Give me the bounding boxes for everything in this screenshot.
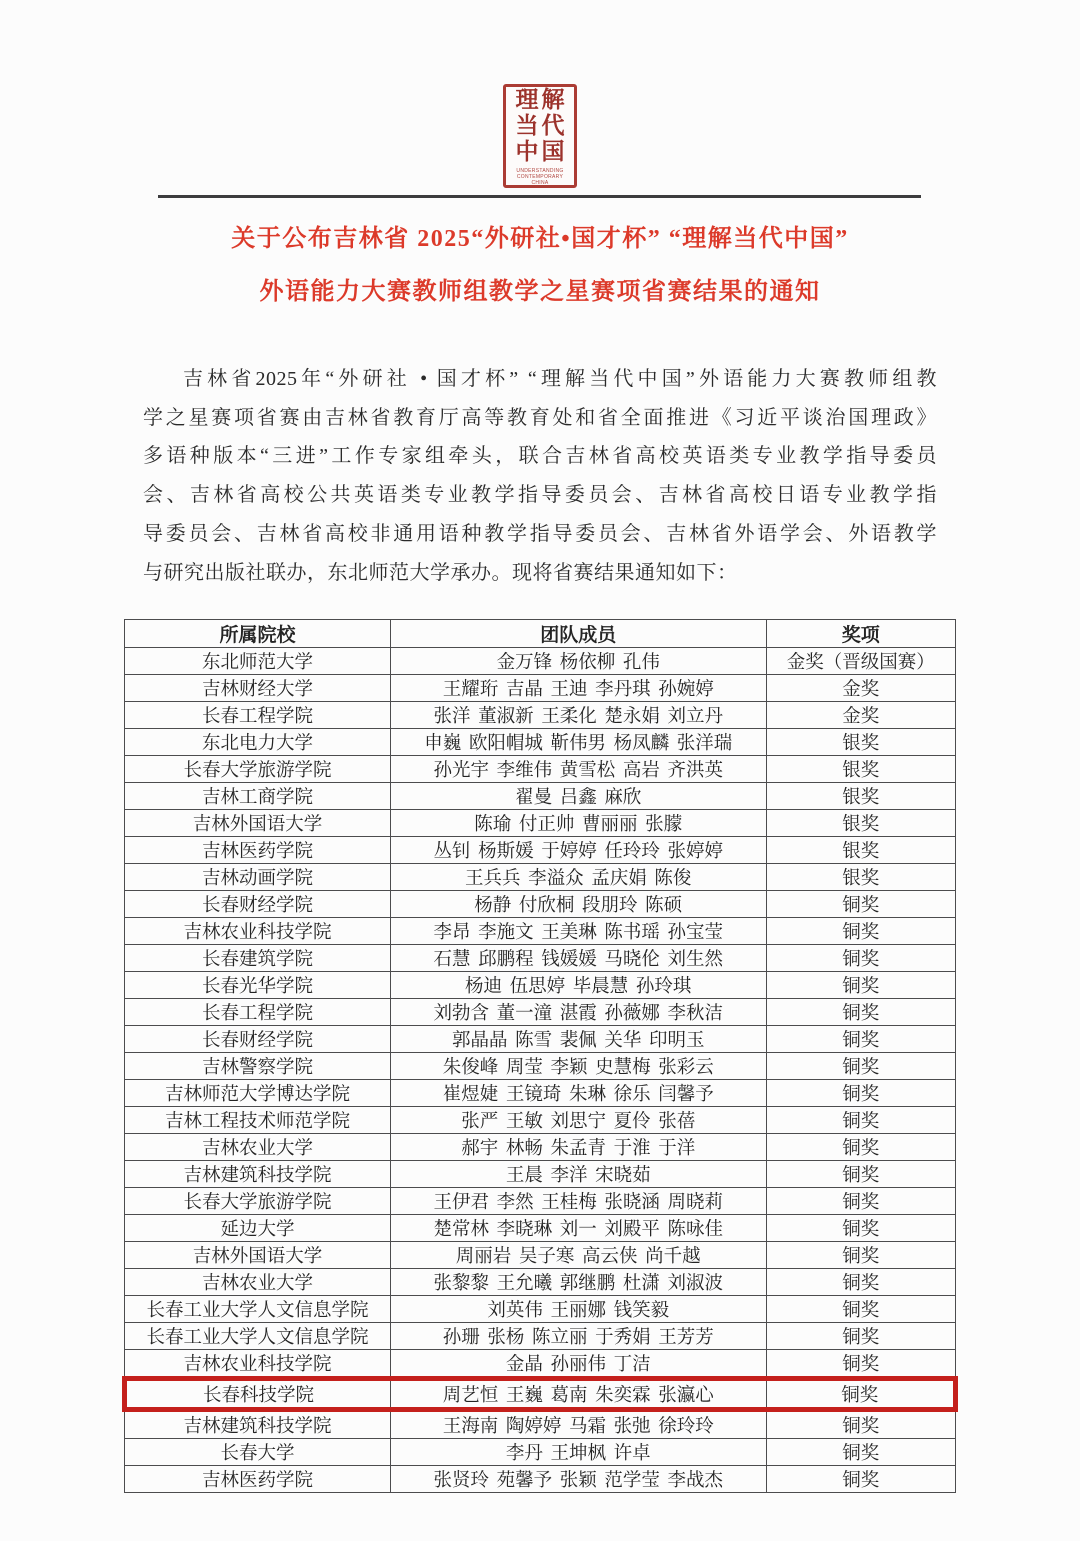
school-cell: 吉林外国语大学 (125, 1242, 391, 1269)
table-row (125, 1350, 956, 1379)
table-header-row (125, 620, 956, 648)
award-cell: 金奖 (766, 675, 955, 702)
table-row (125, 1107, 956, 1134)
table-row (125, 1161, 956, 1188)
award-cell: 金奖（晋级国赛） (766, 648, 955, 675)
school-cell: 长春工业大学人文信息学院 (125, 1323, 391, 1350)
school-cell: 长春大学旅游学院 (125, 1188, 391, 1215)
members-cell: 张黎黎 王允曦 郭继鹏 杜潇 刘淑波 (390, 1269, 766, 1296)
body-line: 学之星赛项省赛由吉林省教育厅高等教育处和省全面推进《习近平谈治国理政》 (143, 406, 937, 429)
school-cell: 长春工程学院 (125, 999, 391, 1026)
members-cell: 崔煜婕 王镜琦 朱琳 徐乐 闫馨予 (390, 1080, 766, 1107)
table-row (125, 1080, 956, 1107)
members-cell: 刘勃含 董一潼 湛霞 孙薇娜 李秋洁 (390, 999, 766, 1026)
table-row (125, 648, 956, 675)
members-cell: 郭晶晶 陈雪 裴佩 关华 印明玉 (390, 1026, 766, 1053)
award-cell: 铜奖 (766, 1107, 955, 1134)
seal-text-row: 当代 (515, 113, 568, 138)
members-cell: 楚常林 李晓琳 刘一 刘殿平 陈咏佳 (390, 1215, 766, 1242)
school-cell: 吉林动画学院 (125, 864, 391, 891)
understanding-contemporary-china-seal-logo (503, 84, 577, 188)
table-row (125, 1466, 956, 1493)
school-cell: 长春大学 (125, 1439, 391, 1466)
table-row (125, 1026, 956, 1053)
members-cell: 王晨 李洋 宋晓茹 (390, 1161, 766, 1188)
award-cell: 银奖 (766, 729, 955, 756)
members-cell: 孙珊 张杨 陈立丽 于秀娟 王芳芳 (390, 1323, 766, 1350)
table-row (125, 1269, 956, 1296)
award-cell: 银奖 (766, 783, 955, 810)
award-cell: 铜奖 (766, 1188, 955, 1215)
award-cell: 铜奖 (766, 1439, 955, 1466)
school-cell: 长春财经学院 (125, 891, 391, 918)
award-cell: 铜奖 (766, 1269, 955, 1296)
document-title-line2: 外语能力大赛教师组教学之星赛项省赛结果的通知 (259, 279, 821, 305)
members-cell: 王伊君 李然 王桂梅 张晓涵 周晓莉 (390, 1188, 766, 1215)
award-cell: 铜奖 (766, 945, 955, 972)
seal-caption: UNDERSTANDING CONTEMPORARY CHINA (516, 168, 564, 186)
header-divider-line (158, 195, 921, 198)
table-row (125, 1053, 956, 1080)
award-cell: 金奖 (766, 702, 955, 729)
table-row (125, 675, 956, 702)
table-row (125, 891, 956, 918)
award-cell: 铜奖 (766, 1410, 955, 1439)
award-cell: 铜奖 (766, 1242, 955, 1269)
body-line: 与研究出版社联办，东北师范大学承办。现将省赛结果通知如下： (143, 561, 738, 584)
members-cell: 周艺恒 王巍 葛南 朱奕霖 张瀛心 (390, 1379, 766, 1410)
school-cell: 长春建筑学院 (125, 945, 391, 972)
award-cell: 铜奖 (766, 1350, 955, 1379)
award-cell: 铜奖 (766, 1080, 955, 1107)
table-row (125, 1323, 956, 1350)
school-cell: 延边大学 (125, 1215, 391, 1242)
table-row (125, 783, 956, 810)
members-cell: 王兵兵 李溢众 孟庆娟 陈俊 (390, 864, 766, 891)
members-cell: 张洋 董淑新 王柔化 楚永娟 刘立丹 (390, 702, 766, 729)
school-cell: 吉林农业科技学院 (125, 1350, 391, 1379)
award-cell: 铜奖 (766, 999, 955, 1026)
table-row (125, 1242, 956, 1269)
award-cell: 铜奖 (766, 1379, 955, 1410)
results-table-body (125, 648, 956, 1493)
school-cell: 东北师范大学 (125, 648, 391, 675)
table-row (125, 729, 956, 756)
award-cell: 铜奖 (766, 1134, 955, 1161)
header-award: 奖项 (766, 620, 955, 648)
school-cell: 东北电力大学 (125, 729, 391, 756)
award-cell: 银奖 (766, 756, 955, 783)
school-cell: 吉林工程技术师范学院 (125, 1107, 391, 1134)
members-cell: 孙光宇 李维伟 黄雪松 高岩 齐洪英 (390, 756, 766, 783)
school-cell: 长春光华学院 (125, 972, 391, 999)
members-cell: 刘英伟 王丽娜 钱笑毅 (390, 1296, 766, 1323)
award-cell: 铜奖 (766, 891, 955, 918)
school-cell: 长春大学旅游学院 (125, 756, 391, 783)
members-cell: 周丽岩 吴子寒 高云侠 尚千越 (390, 1242, 766, 1269)
header-members: 团队成员 (390, 620, 766, 648)
body-line: 导委员会、吉林省高校非通用语种教学指导委员会、吉林省外语学会、外语教学 (143, 522, 937, 545)
members-cell: 王耀珩 吉晶 王迪 李丹琪 孙婉婷 (390, 675, 766, 702)
table-row (125, 702, 956, 729)
school-cell: 长春工程学院 (125, 702, 391, 729)
award-cell: 铜奖 (766, 1323, 955, 1350)
body-line: 多语种版本“三进”工作专家组牵头，联合吉林省高校英语类专业教学指导委员 (143, 445, 937, 468)
members-cell: 李昂 李施文 王美琳 陈书瑶 孙宝莹 (390, 918, 766, 945)
members-cell: 杨迪 伍思婷 毕晨慧 孙玲琪 (390, 972, 766, 999)
award-cell: 铜奖 (766, 1026, 955, 1053)
school-cell: 长春工业大学人文信息学院 (125, 1296, 391, 1323)
award-cell: 银奖 (766, 864, 955, 891)
award-cell: 银奖 (766, 837, 955, 864)
table-row-highlighted (125, 1379, 956, 1410)
award-cell: 铜奖 (766, 1215, 955, 1242)
school-cell: 吉林外国语大学 (125, 810, 391, 837)
results-table (122, 619, 958, 1493)
table-row (125, 837, 956, 864)
award-cell: 铜奖 (766, 972, 955, 999)
seal-text-row: 理解 (515, 87, 568, 112)
table-row (125, 1215, 956, 1242)
school-cell: 吉林农业大学 (125, 1269, 391, 1296)
school-cell: 吉林医药学院 (125, 837, 391, 864)
body-line: 吉林省2025年“外研社 • 国才杯” “理解当代中国”外语能力大赛教师组教 (183, 368, 937, 390)
document-title-line1: 关于公布吉林省 2025“外研社•国才杯” “理解当代中国” (231, 226, 849, 252)
table-row (125, 972, 956, 999)
members-cell: 金万锋 杨依柳 孔伟 (390, 648, 766, 675)
table-row (125, 1134, 956, 1161)
school-cell: 吉林医药学院 (125, 1466, 391, 1493)
school-cell: 长春财经学院 (125, 1026, 391, 1053)
award-cell: 铜奖 (766, 1053, 955, 1080)
members-cell: 申巍 欧阳帽城 靳伟男 杨凤麟 张洋瑞 (390, 729, 766, 756)
members-cell: 杨静 付欣桐 段朋玲 陈硕 (390, 891, 766, 918)
members-cell: 郝宇 林畅 朱孟青 于淮 于洋 (390, 1134, 766, 1161)
school-cell: 吉林建筑科技学院 (125, 1161, 391, 1188)
document-title (90, 213, 990, 319)
table-row (125, 1188, 956, 1215)
school-cell: 吉林警察学院 (125, 1053, 391, 1080)
table-row (125, 918, 956, 945)
seal-text-row: 中国 (515, 139, 568, 164)
table-row (125, 999, 956, 1026)
notice-body-paragraph (143, 360, 937, 592)
members-cell: 李丹 王坤枫 许卓 (390, 1439, 766, 1466)
table-row (125, 810, 956, 837)
table-row (125, 1439, 956, 1466)
school-cell: 吉林建筑科技学院 (125, 1410, 391, 1439)
table-row (125, 1410, 956, 1439)
members-cell: 金晶 孙丽伟 丁洁 (390, 1350, 766, 1379)
award-cell: 铜奖 (766, 918, 955, 945)
table-row (125, 1296, 956, 1323)
school-cell: 吉林师范大学博达学院 (125, 1080, 391, 1107)
award-cell: 铜奖 (766, 1161, 955, 1188)
members-cell: 王海南 陶婷婷 马霜 张弛 徐玲玲 (390, 1410, 766, 1439)
school-cell: 吉林工商学院 (125, 783, 391, 810)
members-cell: 丛钊 杨斯媛 于婷婷 任玲玲 张婷婷 (390, 837, 766, 864)
members-cell: 张严 王敏 刘思宁 夏伶 张蓓 (390, 1107, 766, 1134)
school-cell: 吉林财经大学 (125, 675, 391, 702)
body-line: 会、吉林省高校公共英语类专业教学指导委员会、吉林省高校日语专业教学指 (143, 484, 937, 507)
school-cell: 吉林农业大学 (125, 1134, 391, 1161)
table-row (125, 945, 956, 972)
school-cell: 长春科技学院 (125, 1379, 391, 1410)
header-school: 所属院校 (125, 620, 391, 648)
members-cell: 翟曼 吕鑫 麻欣 (390, 783, 766, 810)
award-cell: 铜奖 (766, 1466, 955, 1493)
award-cell: 银奖 (766, 810, 955, 837)
members-cell: 张贤玲 苑馨予 张颖 范学莹 李战杰 (390, 1466, 766, 1493)
award-cell: 铜奖 (766, 1296, 955, 1323)
members-cell: 朱俊峰 周莹 李颖 史慧梅 张彩云 (390, 1053, 766, 1080)
members-cell: 陈瑜 付正帅 曹丽丽 张朦 (390, 810, 766, 837)
table-row (125, 756, 956, 783)
table-row (125, 864, 956, 891)
members-cell: 石慧 邱鹏程 钱媛媛 马晓伦 刘生然 (390, 945, 766, 972)
school-cell: 吉林农业科技学院 (125, 918, 391, 945)
